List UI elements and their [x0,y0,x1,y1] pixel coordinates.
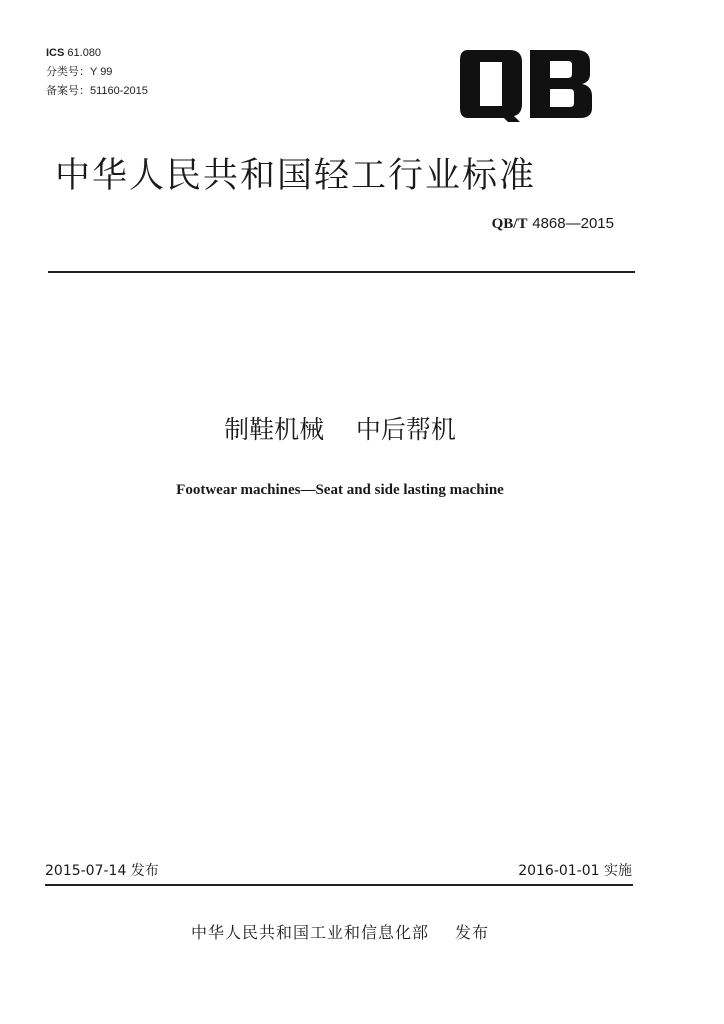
record-row [46,82,148,101]
classification-label: 分类号： [46,66,90,78]
record-value: 51160-2015 [90,85,148,97]
record-label: 备案号： [46,85,90,97]
ics-value: 61.080 [67,47,102,59]
classification-value: Y 99 [90,66,113,78]
qb-logo-mark [458,48,594,124]
standard-number-value: 4868—2015 [532,215,614,232]
classification-row [46,63,148,82]
standard-number [492,214,614,233]
standard-category-title: 中华人民共和国轻工行业标准 [55,156,537,196]
document-title-english: Footwear machines—Seat and side lasting machine [176,482,504,498]
ics-label: ICS [46,47,65,59]
effective-date: 2016-01-01 实施 [518,863,632,879]
standard-number-prefix: QB/T [491,216,528,232]
publisher-name: 中华人民共和国工业和信息化部 [190,923,429,942]
header-divider [48,271,635,273]
publisher-line [0,920,680,943]
ics-row [46,44,148,63]
document-title-chinese: 制鞋机械 中后帮机 [224,415,456,444]
publisher-action: 发布 [455,923,490,942]
footer-divider [45,884,633,886]
issue-date: 2015-07-14 发布 [45,863,159,879]
document-meta [46,44,148,101]
qb-logo [458,48,594,124]
